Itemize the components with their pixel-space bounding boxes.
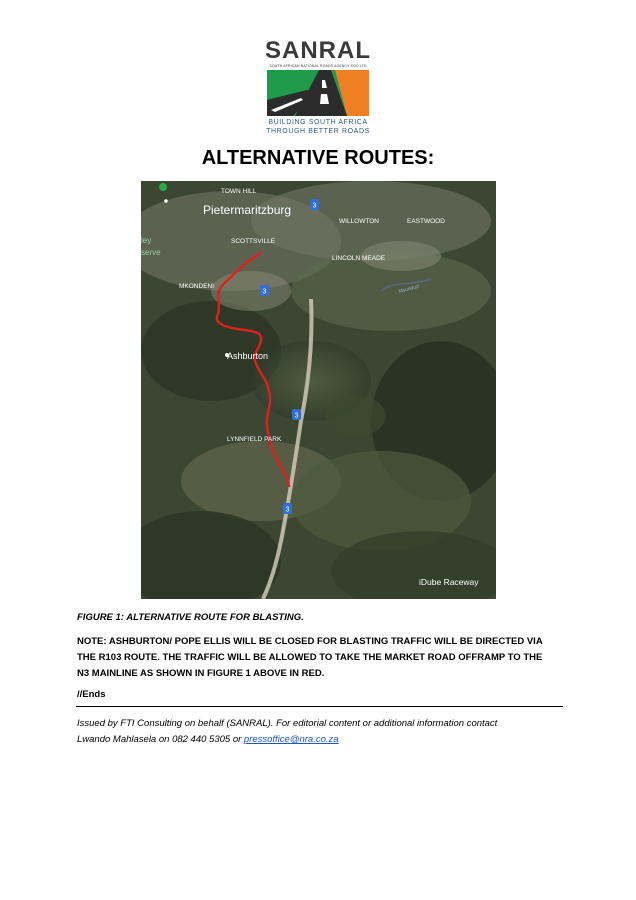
issued-line-2-prefix: Lwando Mahlasela on 082 440 5305 or (77, 734, 244, 745)
satellite-map (141, 181, 496, 599)
tagline-line-1: BUILDING SOUTH AFRICA (268, 119, 368, 126)
page-title: ALTERNATIVE ROUTES: (201, 147, 435, 169)
svg-text:3: 3 (285, 506, 290, 514)
map-label-ashburton: Ashburton (227, 351, 269, 361)
map-label-left-edge-1: ley (141, 236, 152, 245)
route-shield-icon (283, 503, 292, 514)
note-line-1: NOTE: ASHBURTON/ POPE ELLIS WILL BE CLOSED FOR BLASTING TRAFFIC WILL BE DIRECTED VIA (77, 636, 543, 647)
horizontal-divider (76, 706, 563, 707)
svg-text:3: 3 (262, 288, 267, 296)
map-label-pietermaritzburg: Pietermaritzburg (203, 203, 292, 217)
map-label-town-hill: TOWN HILL (221, 188, 257, 195)
blasting-note (77, 634, 577, 682)
map-label-willowton: WILLOWTON (339, 218, 379, 225)
map-label-lynnfield-park: LYNNFIELD PARK (227, 436, 282, 443)
ends-marker: //Ends (77, 689, 106, 700)
place-marker-icon (159, 183, 167, 191)
route-shield-icon (260, 285, 269, 296)
map-label-scottsville: SCOTTSVILLE (231, 238, 276, 245)
svg-text:3: 3 (312, 202, 317, 210)
route-shield-icon (310, 199, 319, 210)
issued-by-text (77, 716, 577, 748)
logo-subtitle: SOUTH AFRICAN NATIONAL ROADS AGENCY SOC LTD (269, 64, 367, 68)
issued-line-2 (77, 732, 577, 748)
figure-caption: FIGURE 1: ALTERNATIVE ROUTE FOR BLASTING. (77, 612, 304, 623)
note-line-3: N3 MAINLINE AS SHOWN IN FIGURE 1 ABOVE IN RED. (77, 668, 325, 679)
logo-wordmark: SANRAL (265, 37, 371, 64)
issued-line-1: Issued by FTI Consulting on behalf (SANRAL). For editorial content or additional information contact (77, 718, 498, 729)
location-dot-icon (164, 199, 168, 203)
press-email-link[interactable]: pressoffice@nra.co.za (243, 734, 339, 745)
map-label-mkondeni: MKONDENI (179, 283, 215, 290)
map-label-idube-raceway: iDube Raceway (419, 577, 479, 587)
map-label-eastwood: EASTWOOD (407, 218, 445, 225)
logo-tagline (260, 118, 376, 136)
svg-text:3: 3 (294, 412, 299, 420)
note-line-2: THE R103 ROUTE. THE TRAFFIC WILL BE ALLOWED TO TAKE THE MARKET ROAD OFFRAMP TO THE (77, 652, 543, 663)
tagline-line-2: THROUGH BETTER ROADS (266, 128, 370, 135)
map-label-msunduzi: Msunduzi (397, 283, 421, 295)
map-label-lincoln-meade: LINCOLN MEADE (332, 255, 386, 262)
route-shield-icon (292, 409, 301, 420)
sanral-logo (260, 38, 376, 140)
road-logo-icon (267, 70, 369, 116)
map-label-left-edge-2: serve (141, 248, 161, 257)
